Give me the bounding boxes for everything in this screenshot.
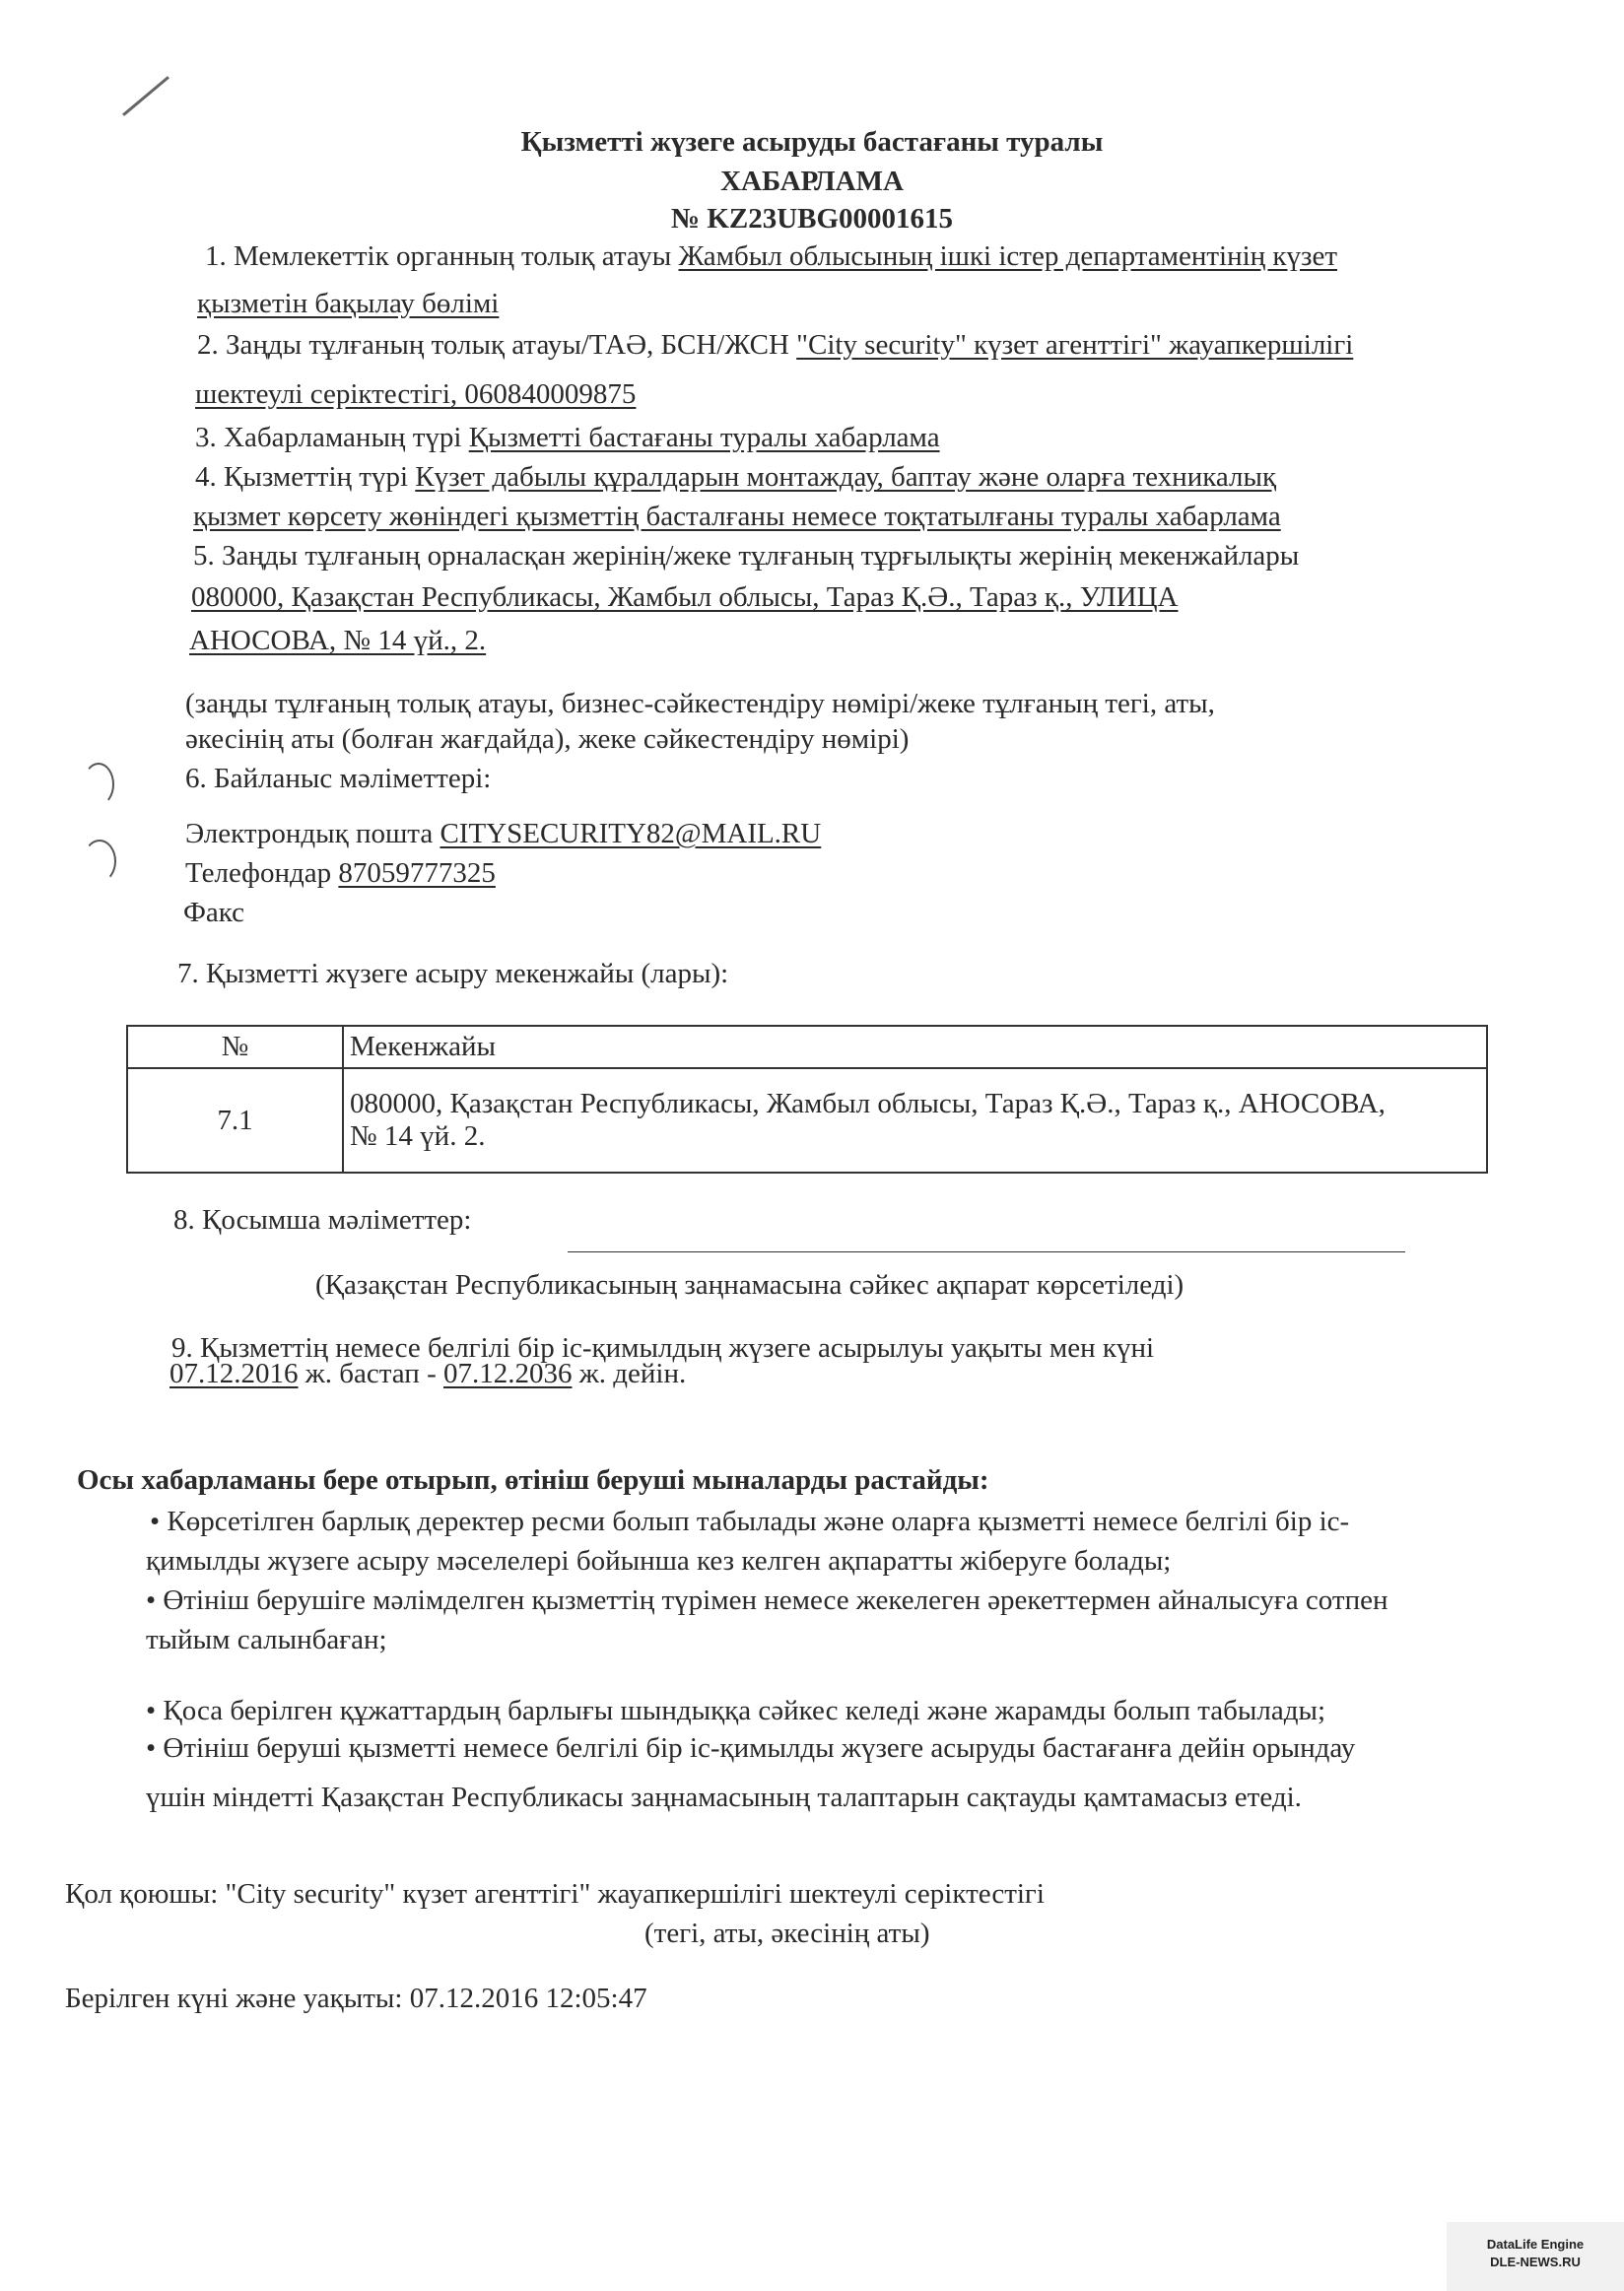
doc-number: № KZ23UBG00001615 <box>670 203 954 235</box>
confirm-bullet1a: • Көрсетілген барлық деректер ресми болып табылады және оларға қызметті немесе белгілі бір іс- <box>150 1506 1350 1537</box>
item5-value-b: АНОСОВА, № 14 үй., 2. <box>189 625 487 656</box>
item2-value-a: "City security" күзет агенттігі" жауапкершілігі <box>796 329 1354 361</box>
confirm-bullet2b: тыйым салынбаған; <box>146 1624 387 1655</box>
item9-from: 07.12.2016 <box>169 1358 299 1389</box>
fax-label: Факс <box>183 897 245 928</box>
item8-note: (Қазақстан Республикасының заңнамасына сәйкес ақпарат көрсетіледі) <box>315 1269 1184 1301</box>
table-cell-addr <box>343 1068 1487 1173</box>
phone-label: Телефондар <box>185 857 339 889</box>
confirm-bullet4a: • Өтініш беруші қызметті немесе белгілі бір іс-қимылды жүзеге асыруды бастағанға дейін орындау <box>146 1732 1356 1764</box>
item5-note-a: (заңды тұлғаның толық атауы, бизнес-сәйкестендіру нөмірі/жеке тұлғаның тегі, аты, <box>185 688 1215 719</box>
item2-label: 2. Заңды тұлғаның толық атауы/ТАӘ, БСН/ЖСН <box>197 329 797 361</box>
watermark-line1: DataLife Engine <box>1486 2237 1585 2252</box>
phone-row <box>185 855 496 891</box>
item7-label: 7. Қызметті жүзеге асыру мекенжайы (лары): <box>177 958 729 989</box>
watermark-line2: DLE-NEWS.RU <box>1490 2255 1581 2269</box>
table-cell-num: 7.1 <box>127 1068 343 1173</box>
confirm-bullet4b: үшін міндетті Қазақстан Республикасы заңнамасының талаптарын сақтауды қамтамасыз етеді. <box>146 1782 1302 1813</box>
table-cell-addr-a: 080000, Қазақстан Республикасы, Жамбыл облысы, Тараз Қ.Ә., Тараз қ., АНОСОВА, <box>350 1088 1386 1119</box>
item9-to: 07.12.2036 <box>442 1358 573 1389</box>
item2 <box>197 327 1353 363</box>
address-table <box>126 1025 1488 1174</box>
confirm-bullet1b: қимылды жүзеге асыру мәселелері бойынша кез келген ақпаратты жіберуге болады; <box>146 1545 1172 1577</box>
table-cell-addr-b: № 14 үй. 2. <box>350 1120 486 1152</box>
item8-blank-line <box>568 1251 1405 1252</box>
pen-stroke-mark <box>122 76 169 116</box>
table-header-num: № <box>127 1026 343 1068</box>
confirm-bullet3: • Қоса берілген құжаттардың барлығы шындыққа сәйкес келеді және жарамды болып табылады; <box>146 1695 1326 1726</box>
item9-mid: ж. бастап - <box>298 1358 443 1389</box>
item9-dates <box>169 1356 686 1391</box>
doc-title-line1: Қызметті жүзеге асыруды бастағаны туралы <box>520 126 1104 158</box>
phone-value: 87059777325 <box>338 857 496 889</box>
item8-label: 8. Қосымша мәліметтер: <box>173 1204 472 1236</box>
item1-value-b: қызметін бақылау бөлімі <box>197 288 500 319</box>
confirm-bullet2a: • Өтініш берушіге мәлімделген қызметтің түрімен немесе жекелеген әрекеттермен айналысуға сотпен <box>146 1584 1388 1616</box>
punch-hole-mark <box>83 763 114 806</box>
item3 <box>195 420 940 455</box>
item9-end: ж. дейін. <box>572 1358 687 1389</box>
item4-label: 4. Қызметтің түрі <box>195 461 416 493</box>
doc-title-line2: ХАБАРЛАМА <box>720 166 904 197</box>
item3-label: 3. Хабарламаның түрі <box>195 422 469 453</box>
item5-label: 5. Заңды тұлғаның орналасқан жерінің/жеке тұлғаның тұрғылықты жерінің мекенжайлары <box>193 540 1300 572</box>
table-row <box>127 1068 1487 1173</box>
item4 <box>195 459 1276 495</box>
signer-note: (тегі, аты, әкесінің аты) <box>644 1918 930 1949</box>
item5-value-a: 080000, Қазақстан Республикасы, Жамбыл облысы, Тараз Қ.Ә., Тараз қ., УЛИЦА <box>191 581 1179 613</box>
punch-hole-mark <box>83 840 116 883</box>
email-row <box>185 816 821 851</box>
item6-label: 6. Байланыс мәліметтері: <box>185 763 492 794</box>
item3-value: Қызметті бастағаны туралы хабарлама <box>468 422 940 453</box>
issued-datetime: Берілген күні және уақыты: 07.12.2016 12:05:47 <box>65 1983 647 2014</box>
item4-value-b: қызмет көрсету жөніндегі қызметтің басталғаны немесе тоқтатылғаны туралы хабарлама <box>193 501 1281 532</box>
table-header-row <box>127 1026 1487 1068</box>
item1 <box>205 238 1337 274</box>
item9-label: 9. Қызметтің немесе белгілі бір іс-қимылдың жүзеге асырылуы уақыты мен күні <box>171 1332 1155 1364</box>
email-label: Электрондық пошта <box>185 818 440 849</box>
item1-value-a: Жамбыл облысының ішкі істер департаментінің күзет <box>678 240 1338 272</box>
item2-value-b: шектеулі серіктестігі, 060840009875 <box>195 378 637 410</box>
email-value: CITYSECURITY82@MAIL.RU <box>440 818 822 849</box>
site-watermark <box>1447 2222 1624 2291</box>
table-header-addr: Мекенжайы <box>343 1026 1487 1068</box>
item5-note-b: әкесінің аты (болған жағдайда), жеке сәйкестендіру нөмірі) <box>185 723 910 755</box>
signer: Қол қоюшы: "City security" күзет агенттігі" жауапкершілігі шектеулі серіктестігі <box>65 1878 1045 1910</box>
item1-label: 1. Мемлекеттік органның толық атауы <box>205 240 679 272</box>
confirm-heading: Осы хабарламаны бере отырып, өтініш беруші мыналарды растайды: <box>77 1464 989 1496</box>
item4-value-a: Күзет дабылы құралдарын монтаждау, баптау және оларға техникалық <box>415 461 1277 493</box>
